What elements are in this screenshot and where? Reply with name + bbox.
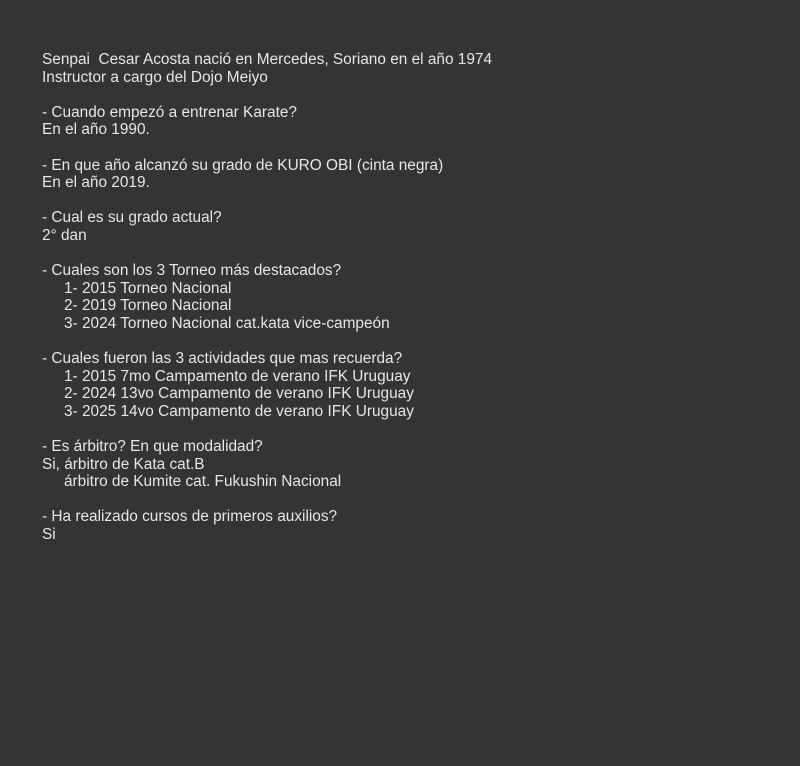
list-item: 1- 2015 7mo Campamento de verano IFK Uruguay	[64, 367, 411, 385]
question-text: - Cual es su grado actual?	[42, 209, 222, 227]
answer-text: En el año 2019.	[42, 174, 150, 192]
spacer	[42, 333, 782, 351]
answer-text: árbitro de Kumite cat. Fukushin Nacional	[64, 473, 342, 491]
question-text: - Es árbitro? En que modalidad?	[42, 438, 263, 456]
intro-line: Senpai Cesar Acosta nació en Mercedes, Soriano en el año 1974	[42, 51, 493, 68]
question-text: - Cuales fueron las 3 actividades que mas recuerda?	[42, 350, 403, 368]
intro-line: Instructor a cargo del Dojo Meiyo	[42, 68, 268, 86]
answer-text: Si, árbitro de Kata cat.B	[42, 455, 205, 473]
spacer	[42, 420, 782, 438]
spacer	[42, 192, 782, 210]
question-text: - Cuando empezó a entrenar Karate?	[42, 103, 297, 121]
spacer	[42, 139, 782, 157]
list-item: 1- 2015 Torneo Nacional	[64, 279, 232, 297]
list-item: 3- 2025 14vo Campamento de verano IFK Uruguay	[64, 402, 414, 420]
spacer	[42, 86, 782, 104]
answer-text: Si	[42, 526, 56, 544]
spacer	[42, 491, 782, 509]
answer-text: 2° dan	[42, 226, 87, 244]
question-text: - Cuales son los 3 Torneo más destacados?	[42, 262, 342, 280]
list-item: 2- 2019 Torneo Nacional	[64, 297, 232, 315]
interview-document	[42, 51, 782, 544]
list-item: 3- 2024 Torneo Nacional cat.kata vice-campeón	[64, 314, 390, 332]
spacer	[42, 245, 782, 263]
list-item: 2- 2024 13vo Campamento de verano IFK Uruguay	[64, 385, 414, 403]
question-text: - Ha realizado cursos de primeros auxilios?	[42, 508, 338, 526]
question-text: - En que año alcanzó su grado de KURO OBI (cinta negra)	[42, 156, 444, 174]
answer-text: En el año 1990.	[42, 121, 150, 139]
